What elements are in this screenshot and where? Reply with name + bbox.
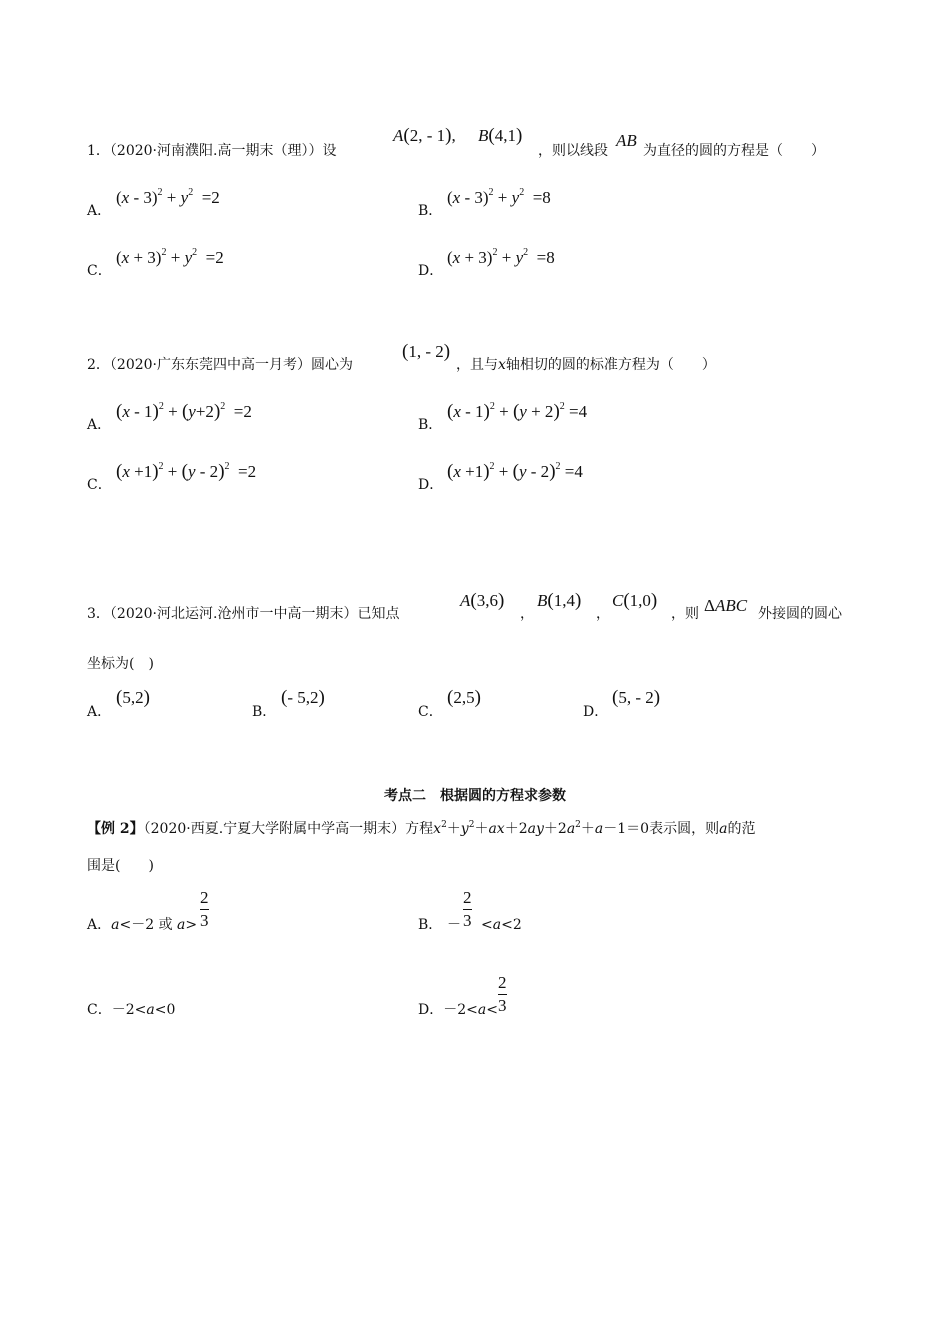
example2-stem: 【例 2】（2020·西夏.宁夏大学附属中学高一期末）方程$x^2+y^2+ax+2ay+2a^2+a-1=0$表示圆，则a的范 bbox=[87, 820, 756, 837]
q2-number: 2． bbox=[87, 357, 110, 373]
q2-source: （2020·广东东莞四中高一月考）圆心为 bbox=[109, 357, 354, 373]
example2-option-b-post: <a<2 bbox=[481, 917, 522, 933]
q2-option-b-expr: $(x - 1)^2 + (y + 2)^2 =4$ bbox=[447, 401, 588, 422]
example2-option-a-text: a<－2 或 a> bbox=[111, 917, 198, 933]
q2-stem bbox=[87, 356, 353, 374]
example2-option-b-frac: $\frac{2}{3}$ bbox=[463, 888, 472, 930]
q3-option-a-expr: (5,2) bbox=[116, 687, 150, 708]
example2-line2: 围是( ) bbox=[87, 858, 154, 874]
q1-option-d-expr: $(x + 3)^2 + y^2 =8$ bbox=[447, 247, 555, 267]
q1-segment: AB bbox=[616, 131, 637, 150]
example2-equation: $x^2+y^2+ax+2ay+2a^2+a-1=0$ bbox=[433, 820, 650, 837]
q3-point-c: C(1,0) bbox=[612, 590, 658, 611]
q2-option-a-label: A． bbox=[87, 417, 112, 433]
example2-option-a: A．a<－2 或 a> bbox=[87, 917, 198, 933]
q3-point-a: A(3,6) bbox=[460, 590, 505, 611]
example2-option-d-frac: $\frac{2}{3}$ bbox=[498, 973, 507, 1015]
q3-tail: 外接圆的圆心 bbox=[758, 606, 842, 622]
section-title: 考点二 根据圆的方程求参数 bbox=[384, 788, 566, 804]
q1-mid: ，则以线段 bbox=[538, 143, 608, 159]
q1-point-a: A(2, - 1), bbox=[393, 125, 456, 146]
q3-option-c-expr: (2,5) bbox=[447, 687, 481, 708]
q3-number: 3． bbox=[87, 606, 110, 622]
q3-option-d-expr: (5, - 2) bbox=[612, 687, 661, 708]
q2-option-a-expr: $(x - 1)^2 + (y+2)^2 =2$ bbox=[116, 401, 252, 422]
q3-source: （2020·河北运河.沧州市一中高一期末）已知点 bbox=[109, 606, 400, 622]
q3-sep-1: ， bbox=[520, 606, 534, 622]
q1-stem bbox=[87, 142, 336, 160]
q1-option-d-label: D． bbox=[418, 263, 444, 279]
q2-option-d-expr: $(x +1)^2 + (y - 2)^2 =4$ bbox=[447, 461, 583, 482]
q3-option-d-label: D． bbox=[583, 704, 609, 720]
q1-tail: 为直径的圆的方程是（ ） bbox=[643, 143, 825, 159]
example2-option-a-frac: $\frac{2}{3}$ bbox=[200, 888, 209, 930]
q3-option-b-expr: (- 5,2) bbox=[281, 687, 325, 708]
q3-line2: 坐标为( ) bbox=[87, 656, 154, 672]
q1-option-b-label: B． bbox=[418, 203, 443, 219]
example2-option-c: C．－2<a<0 bbox=[87, 1002, 176, 1018]
q2-option-d-label: D． bbox=[418, 477, 444, 493]
q1-point-b: B(4,1) bbox=[478, 125, 523, 146]
q1-option-a-label: A． bbox=[87, 203, 112, 219]
q3-option-b-label: B． bbox=[252, 704, 277, 720]
q1-option-b-expr: $(x - 3)^2 + y^2 =8$ bbox=[447, 187, 551, 207]
q3-option-a-label: A． bbox=[87, 704, 112, 720]
example2-option-d: D．－2<a< bbox=[418, 1002, 498, 1018]
q1-option-c-label: C． bbox=[87, 263, 112, 279]
q1-option-a-expr: $(x - 3)^2 + y^2 =2$ bbox=[116, 187, 220, 207]
q1-number: 1． bbox=[87, 143, 110, 159]
q3-triangle: ΔABC bbox=[704, 596, 748, 615]
example2-option-b-pre: － bbox=[447, 917, 461, 933]
q2-option-b-label: B． bbox=[418, 417, 443, 433]
q2-center: (1, - 2) bbox=[402, 341, 451, 362]
q3-then: ，则 bbox=[671, 606, 699, 622]
q3-stem bbox=[87, 605, 399, 623]
q2-option-c-expr: $(x +1)^2 + (y - 2)^2 =2$ bbox=[116, 461, 257, 482]
q1-option-c-expr: $(x + 3)^2 + y^2 =2$ bbox=[116, 247, 224, 267]
q3-sep-2: ， bbox=[596, 606, 610, 622]
q1-source: （2020·河南濮阳.高一期末（理））设 bbox=[109, 143, 337, 159]
q2-option-c-label: C． bbox=[87, 477, 112, 493]
q3-point-b: B(1,4) bbox=[537, 590, 582, 611]
example2-source: （2020·西夏.宁夏大学附属中学高一期末）方程 bbox=[143, 821, 434, 837]
q3-option-c-label: C． bbox=[418, 704, 443, 720]
example2-option-b-label: B． bbox=[418, 917, 443, 933]
example2-tag: 【例 2】 bbox=[87, 821, 144, 837]
q2-mid: ，且与x轴相切的圆的标准方程为（ ） bbox=[456, 357, 716, 373]
